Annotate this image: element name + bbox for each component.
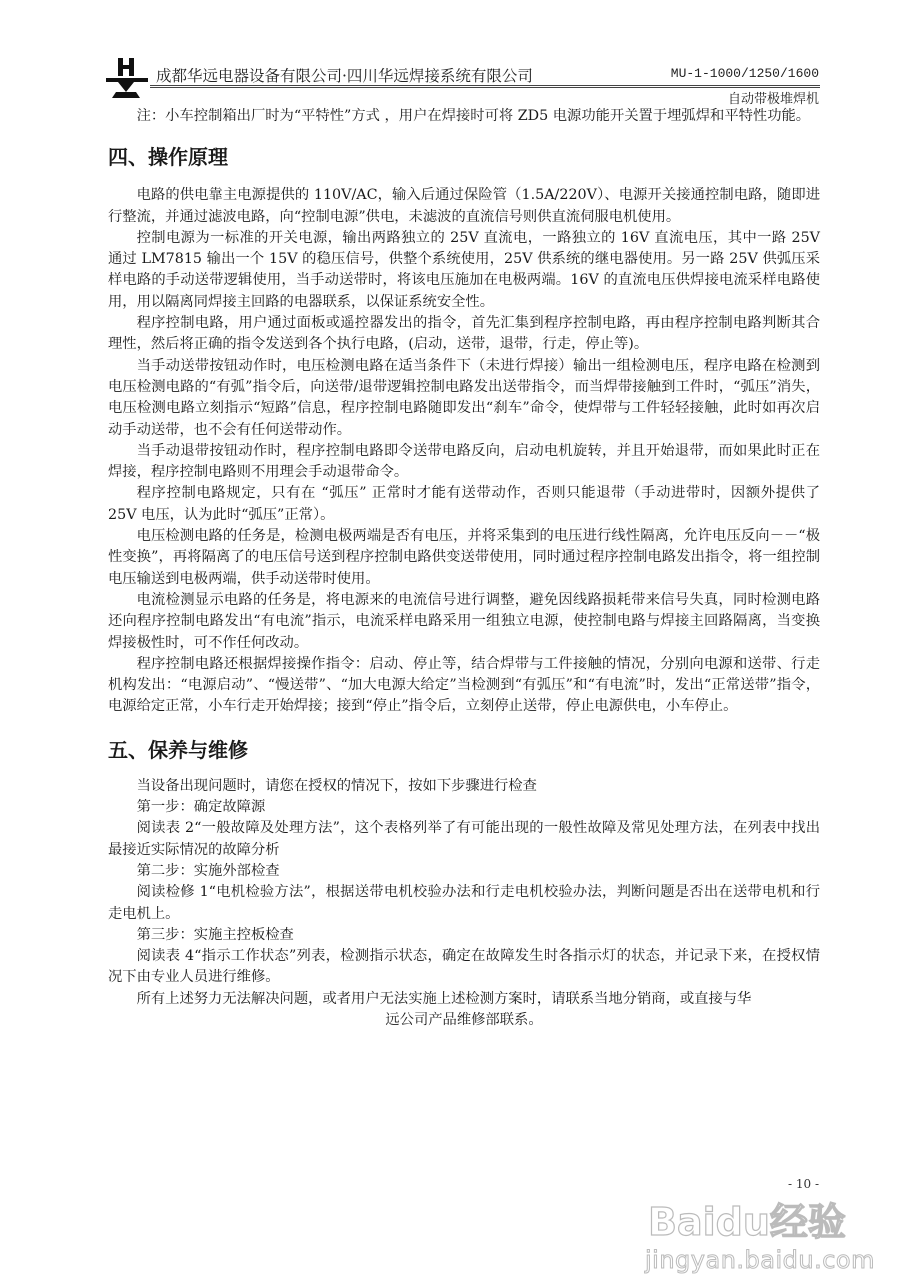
paragraph: 控制电源为一标准的开关电源，输出两路独立的 25V 直流电，一路独立的 16V 直流电压，其中一路 25V 通过 LM7815 输出一个 15V 的稳压信号，供整个系统使用，25V 供系统的继电器使用。另一路 25V 供弧压采样电路的手动送带逻辑使用，当手动送带时，将该电压施加在电极两端。16V 的直流电压供焊接电流采样电路使用，用以隔离同焊接主回路的电器联系，以保证系统安全性。 [108,229,820,310]
section-5-heading: 五、保养与维修 [108,737,248,762]
paragraph: 当手动退带按钮动作时，程序控制电路即令送带电路反向，启动电机旋转，并且开始退带，而如果此时正在焊接，程序控制电路则不用理会手动退带命令。 [108,442,820,481]
paragraph: 程序控制电路还根据焊接操作指令：启动、停止等，结合焊带与工件接触的情况，分别向电源和送带、行走机构发出：“电源启动”、“慢送带”、“加大电源大给定”当检测到“有弧压”和“有电流”时，发出“正常送带”指令，电源给定正常，小车行走开始焊接；接到“停止”指令后，立刻停止送带，停止电源供电，小车停止。 [108,655,820,715]
note [108,106,820,127]
step-heading: 第三步：实施主控板检查 [136,926,294,943]
paragraph: 电流检测显示电路的任务是，将电源来的电流信号进行调整，避免因线路损耗带来信号失真，同时检测电路还向程序控制电路发出“有电流”指示，电流采样电路采用一组独立电源，使控制电路与焊接主回路隔离，当变换焊接极性时，可不作任何改动。 [108,591,820,651]
paragraph: 电路的供电靠主电源提供的 110V/AC，输入后通过保险管（1.5A/220V）、电源开关接通控制电路，随即进行整流，并通过滤波电路，向“控制电源”供电，未滤波的直流信号则供直流伺服电机使用。 [108,187,820,225]
closing-line: 远公司产品维修部联系。 [385,1011,543,1028]
paragraph: 电压检测电路的任务是，检测电极两端是否有电压，并将采集到的电压进行线性隔离，允许电压反向－－“极性变换”，再将隔离了的电压信号送到程序控制电路供变送带使用，同时通过程序控制电路发出指令，将一组控制电压输送到电极两端，供手动送带时使用。 [108,528,820,587]
watermark-brand: Baidu经验 [648,1200,846,1244]
paragraph: 所有上述努力无法解决问题，或者用户无法实施上述检测方案时，请联系当地分销商，或直接与华 [136,990,752,1007]
paragraph: 阅读检修 1“电机检验方法”，根据送带电机校验办法和行走电机校验办法，判断问题是否出在送带电机和行走电机上。 [108,884,820,922]
watermark-url: jingyan.baidu.com [645,1246,875,1274]
section-5-body [108,776,820,1032]
page-content [108,106,820,1031]
model-number: MU-1-1000/1250/1600 [670,66,819,81]
step-heading: 第二步：实施外部检查 [136,862,280,879]
company-logo-icon [104,56,150,100]
product-name: 自动带极堆焊机 [727,92,819,107]
paragraph: 当手动送带按钮动作时，电压检测电路在适当条件下（未进行焊接）输出一组检测电压，程序电路在检测到电压检测电路的“有弧”指令后，向送带/退带逻辑控制电路发出送带指令，而当焊带接触到工件时，“弧压”消失，电压检测电路立刻指示“短路”信息，程序控制电路随即发出“刹车”命令，使焊带与工件轻轻接触，此时如再次启动手动送带，也不会有任何送带动作。 [108,357,820,438]
paragraph: 阅读表 4“指示工作状态”列表，检测指示状态，确定在故障发生时各指示灯的状态，并记录下来，在授权情况下由专业人员进行维修。 [108,948,820,986]
header-rule [150,85,820,88]
section-4-heading: 四、操作原理 [108,145,228,170]
paragraph: 当设备出现问题时，请您在授权的情况下，按如下步骤进行检查 [136,777,537,794]
section-4-body [108,185,820,717]
paragraph: 程序控制电路规定，只有在 “弧压” 正常时才能有送带动作，否则只能退带（手动进带时，因额外提供了 25V 电压，认为此时“弧压”正常）。 [108,485,820,523]
company-name: 成都华远电器设备有限公司·四川华远焊接系统有限公司 [156,67,533,85]
paragraph: 程序控制电路，用户通过面板或遥控器发出的指令，首先汇集到程序控制电路，再由程序控制电路判断其合理性，然后将正确的指令发送到各个执行电路，(启动，送带，退带，行走，停止等)。 [108,315,820,353]
step-heading: 第一步：确定故障源 [136,799,266,816]
paragraph: 阅读表 2“一般故障及处理方法”，这个表格列举了有可能出现的一般性故障及常见处理方法，在列表中找出最接近实际情况的故障分析 [108,820,820,858]
page-number: - 10 - [788,1177,820,1191]
note-text: 注：小车控制箱出厂时为“平特性”方式 ，用户在焊接时可将 ZD5 电源功能开关置于埋弧焊和平特性功能。 [136,108,811,124]
